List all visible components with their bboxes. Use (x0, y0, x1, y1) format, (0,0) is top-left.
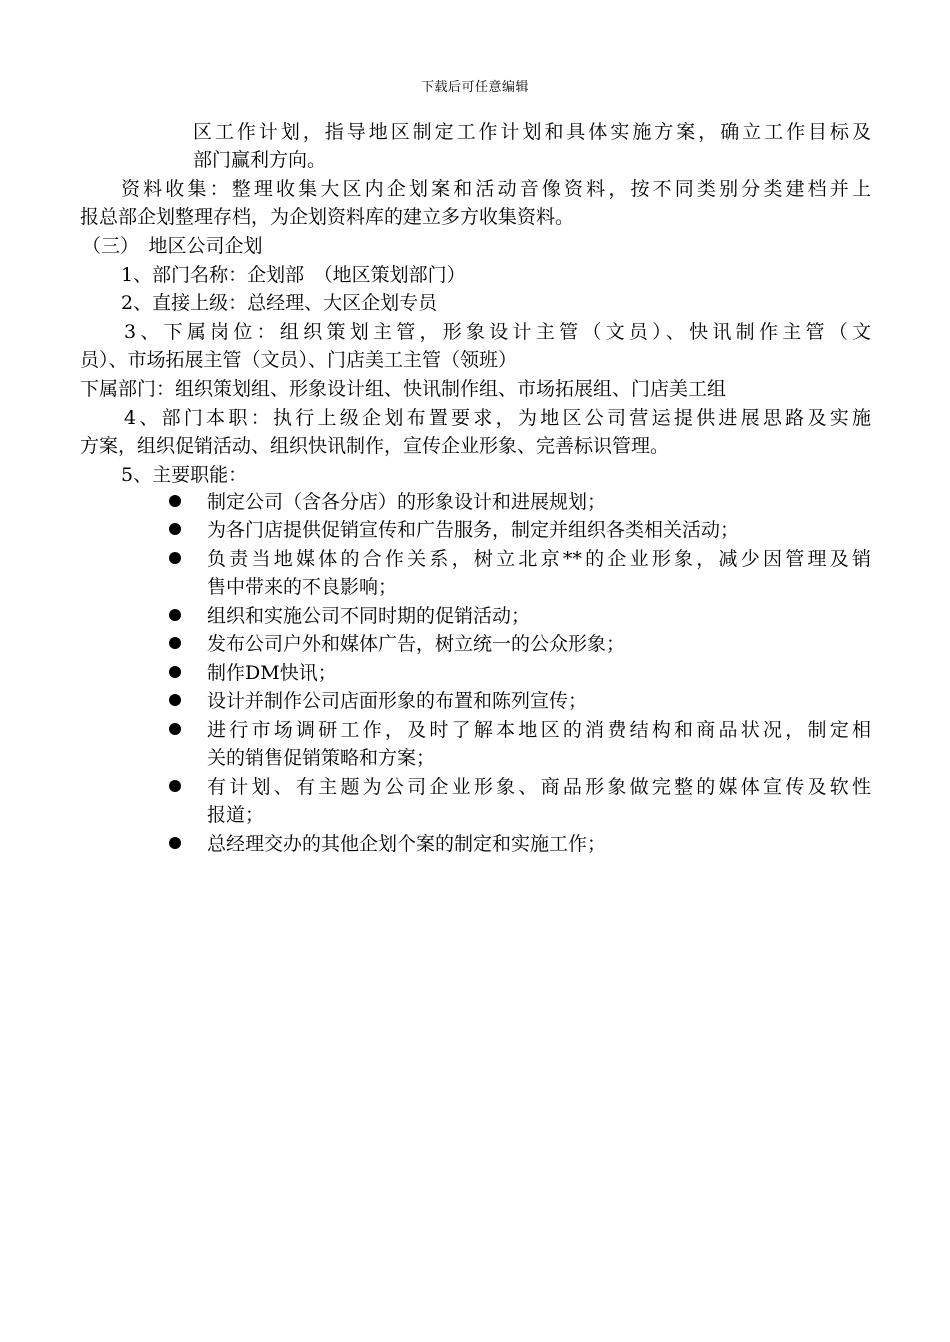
list-item-continuation: 关的销售促销策略和方案； (207, 747, 436, 769)
list-item: 负责当地媒体的合作关系，树立北京**的企业形象，减少因管理及销 (207, 548, 871, 570)
bullet-icon (169, 552, 181, 564)
list-item: 发布公司户外和媒体广告，树立统一的公众形象； (207, 633, 626, 655)
list-item-continuation: 售中带来的不良影响； (207, 576, 398, 598)
bullet-icon (169, 523, 181, 535)
bullet-icon (169, 495, 181, 507)
list-item: 制作DM快讯； (207, 662, 337, 684)
paragraph-line: 1、部门名称：企划部 （地区策划部门） (121, 264, 466, 286)
paragraph-line: 报总部企划整理存档，为企划资料库的建立多方收集资料。 (80, 206, 575, 228)
section-heading: （三） 地区公司企划 (82, 235, 263, 257)
paragraph-line: 区工作计划，指导地区制定工作计划和具体实施方案，确立工作目标及 (193, 121, 871, 143)
list-item: 组织和实施公司不同时期的促销活动； (207, 605, 531, 627)
bullet-icon (169, 637, 181, 649)
list-item: 有计划、有主题为公司企业形象、商品形象做完整的媒体宣传及软性 (207, 776, 871, 798)
bullet-icon (169, 837, 181, 849)
paragraph-line: 方案，组织促销活动、组织快讯制作，宣传企业形象、完善标识管理。 (80, 435, 670, 457)
list-item: 总经理交办的其他企划个案的制定和实施工作； (207, 833, 607, 855)
list-item: 设计并制作公司店面形象的布置和陈列宣传； (207, 690, 588, 712)
bullet-icon (169, 609, 181, 621)
paragraph-line: 5、主要职能： (121, 464, 248, 486)
paragraph-line: 4、部门本职：执行上级企划布置要求，为地区公司营运提供进展思路及实施 (124, 407, 871, 429)
bullet-icon (169, 694, 181, 706)
page-header: 下载后可任意编辑 (420, 80, 529, 95)
paragraph-line: 部门赢利方向。 (193, 149, 327, 171)
paragraph-line: 2、直接上级：总经理、大区企划专员 (121, 292, 438, 314)
bullet-icon (169, 780, 181, 792)
list-item: 为各门店提供促销宣传和广告服务，制定并组织各类相关活动； (207, 519, 740, 541)
paragraph-line: 资料收集：整理收集大区内企划案和活动音像资料，按不同类别分类建档并上 (121, 178, 871, 200)
list-item: 进行市场调研工作，及时了解本地区的消费结构和商品状况，制定相 (207, 719, 871, 741)
list-item-continuation: 报道； (207, 804, 265, 826)
paragraph-line: 下属部门：组织策划组、形象设计组、快讯制作组、市场拓展组、门店美工组 (80, 378, 727, 400)
bullet-icon (169, 723, 181, 735)
list-item: 制定公司（含各分店）的形象设计和进展规划； (207, 491, 607, 513)
bullet-icon (169, 666, 181, 678)
paragraph-line: 员）、市场拓展主管（文员）、门店美工主管（领班） (80, 349, 518, 371)
paragraph-line: 3、下属岗位：组织策划主管，形象设计主管（文员）、快讯制作主管（文 (124, 321, 871, 343)
